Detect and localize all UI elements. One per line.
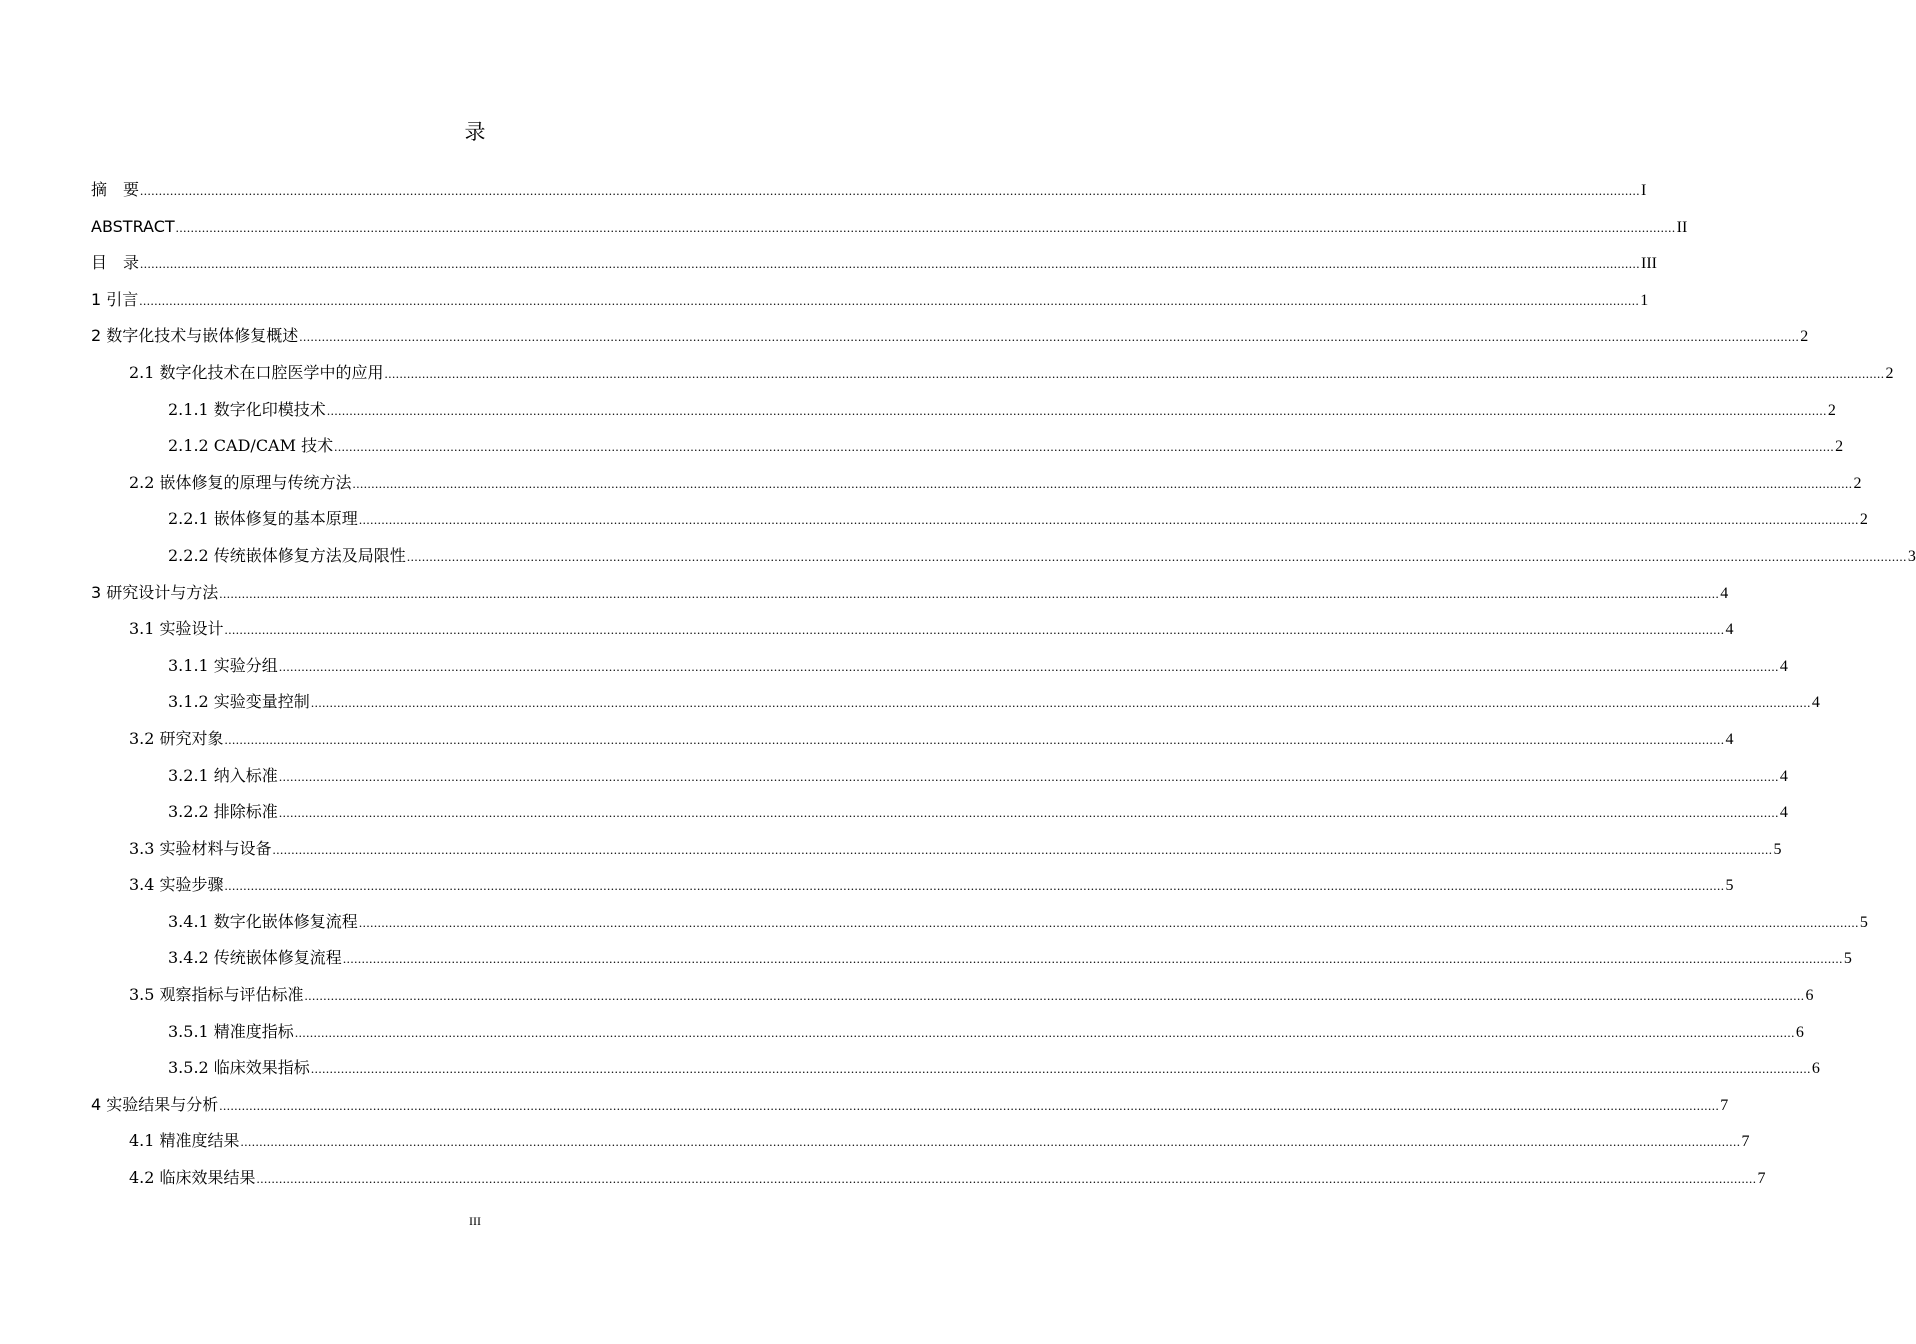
dot-leader: ................................................................................................................................................................................................................................................................................................................................................................................................................	[240, 1134, 1741, 1150]
dot-leader: ................................................................................................................................................................................................................................................................................................................................................................................................................	[175, 219, 1676, 235]
toc-entry-page: 2	[1835, 438, 1844, 456]
toc-entry[interactable]	[91, 428, 1844, 465]
toc-entry[interactable]	[91, 904, 1868, 941]
toc-entry-label: 3.3 实验材料与设备	[129, 838, 272, 858]
toc-entry-page: 1	[1640, 291, 1649, 309]
toc-entry-page: 2	[1800, 328, 1809, 346]
dot-leader: ................................................................................................................................................................................................................................................................................................................................................................................................................	[406, 548, 1907, 564]
toc-entry-page: 2	[1853, 474, 1862, 492]
toc-entry[interactable]	[91, 867, 1734, 904]
dot-leader: ................................................................................................................................................................................................................................................................................................................................................................................................................	[224, 878, 1725, 894]
toc-entry-page: 5	[1725, 877, 1734, 895]
dot-leader: ................................................................................................................................................................................................................................................................................................................................................................................................................	[358, 512, 1859, 528]
toc-entry-label: ABSTRACT	[91, 216, 175, 236]
dot-leader: ................................................................................................................................................................................................................................................................................................................................................................................................................	[358, 914, 1859, 930]
toc-entry-label: 3.5.2 临床效果指标	[168, 1058, 310, 1078]
page-number-footer: III	[469, 1214, 481, 1228]
toc-entry-page: 7	[1741, 1133, 1750, 1151]
toc-entry-page: 4	[1779, 804, 1788, 822]
toc-entry[interactable]	[91, 1014, 1804, 1051]
dot-leader: ................................................................................................................................................................................................................................................................................................................................................................................................................	[140, 183, 1641, 198]
toc-entry-page: 3	[1907, 547, 1916, 565]
toc-entry[interactable]	[91, 282, 1649, 319]
toc-entry-label: 3.4.1 数字化嵌体修复流程	[168, 911, 358, 931]
toc-entry[interactable]	[91, 794, 1788, 831]
toc-entry-page: 4	[1720, 584, 1729, 602]
toc-entry-label: 2.1.2 CAD/CAM 技术	[168, 436, 334, 456]
toc-entry-label: 3.4.2 传统嵌体修复流程	[168, 948, 342, 968]
toc-entry[interactable]	[91, 245, 1657, 282]
toc-entry-page: 7	[1720, 1096, 1729, 1114]
toc-entry[interactable]	[91, 575, 1729, 612]
toc-entry[interactable]	[91, 538, 1916, 575]
toc-entry[interactable]	[91, 721, 1734, 758]
toc-entry-label: 3 研究设计与方法	[91, 582, 219, 602]
toc-entry[interactable]	[91, 1087, 1729, 1124]
toc-entry[interactable]	[91, 831, 1782, 868]
toc-entry-page: 4	[1779, 767, 1788, 785]
toc-entry-page: 5	[1773, 840, 1782, 858]
toc-entry-label: 3.2.2 排除标准	[168, 802, 278, 822]
toc-entry-page: 6	[1795, 1023, 1804, 1041]
toc-entry-page: 2	[1859, 511, 1868, 529]
toc-entry-label: 3.5 观察指标与评估标准	[129, 985, 304, 1005]
toc-entry-page: 7	[1757, 1170, 1766, 1188]
toc-entry-label: 摘 要	[91, 180, 140, 199]
toc-entry-label: 2.2.2 传统嵌体修复方法及局限性	[168, 545, 406, 565]
toc-entry-label: 3.1 实验设计	[129, 619, 224, 639]
table-of-contents	[91, 172, 1916, 1197]
dot-leader: ................................................................................................................................................................................................................................................................................................................................................................................................................	[224, 622, 1725, 638]
toc-entry[interactable]	[91, 172, 1647, 209]
dot-leader: ................................................................................................................................................................................................................................................................................................................................................................................................................	[139, 292, 1640, 308]
toc-entry-page: 6	[1805, 987, 1814, 1005]
toc-entry-page: 4	[1725, 621, 1734, 639]
toc-entry-page: III	[1641, 255, 1657, 273]
toc-entry[interactable]	[91, 648, 1788, 685]
dot-leader: ................................................................................................................................................................................................................................................................................................................................................................................................................	[140, 256, 1641, 272]
dot-leader: ................................................................................................................................................................................................................................................................................................................................................................................................................	[384, 365, 1885, 381]
dot-leader: ................................................................................................................................................................................................................................................................................................................................................................................................................	[299, 329, 1800, 345]
toc-entry-label: 2.2 嵌体修复的原理与传统方法	[129, 472, 352, 492]
toc-entry-label: 2.1 数字化技术在口腔医学中的应用	[129, 362, 384, 382]
toc-entry[interactable]	[91, 977, 1814, 1014]
dot-leader: ................................................................................................................................................................................................................................................................................................................................................................................................................	[334, 439, 1835, 455]
toc-entry[interactable]	[91, 501, 1868, 538]
toc-entry-label: 1 引言	[91, 289, 139, 309]
dot-leader: ................................................................................................................................................................................................................................................................................................................................................................................................................	[310, 1061, 1811, 1077]
toc-entry-label: 3.1.2 实验变量控制	[168, 692, 310, 712]
toc-entry-page: 2	[1827, 401, 1836, 419]
toc-entry-page: 4	[1779, 657, 1788, 675]
dot-leader: ................................................................................................................................................................................................................................................................................................................................................................................................................	[326, 402, 1827, 418]
toc-entry[interactable]	[91, 1050, 1820, 1087]
dot-leader: ................................................................................................................................................................................................................................................................................................................................................................................................................	[219, 1097, 1720, 1113]
toc-entry[interactable]	[91, 465, 1862, 502]
toc-entry-page: 5	[1843, 950, 1852, 968]
toc-entry-label: 2 数字化技术与嵌体修复概述	[91, 326, 299, 346]
dot-leader: ................................................................................................................................................................................................................................................................................................................................................................................................................	[272, 841, 1773, 857]
page-title: 录	[464, 120, 486, 144]
toc-entry-page: 4	[1811, 694, 1820, 712]
toc-entry-page: 5	[1859, 913, 1868, 931]
toc-entry-page: I	[1641, 182, 1647, 199]
dot-leader: ................................................................................................................................................................................................................................................................................................................................................................................................................	[219, 585, 1720, 601]
toc-entry[interactable]	[91, 209, 1688, 246]
toc-entry-label: 2.1.1 数字化印模技术	[168, 399, 326, 419]
toc-entry[interactable]	[91, 684, 1820, 721]
toc-entry-page: 2	[1885, 364, 1894, 382]
toc-entry-page: 4	[1725, 730, 1734, 748]
toc-entry-label: 4.1 精准度结果	[129, 1131, 240, 1151]
dot-leader: ................................................................................................................................................................................................................................................................................................................................................................................................................	[352, 475, 1853, 491]
dot-leader: ................................................................................................................................................................................................................................................................................................................................................................................................................	[256, 1171, 1757, 1187]
dot-leader: ................................................................................................................................................................................................................................................................................................................................................................................................................	[304, 988, 1805, 1004]
toc-entry-page: 6	[1811, 1060, 1820, 1078]
toc-entry[interactable]	[91, 355, 1894, 392]
dot-leader: ................................................................................................................................................................................................................................................................................................................................................................................................................	[342, 951, 1843, 967]
toc-entry-label: 3.5.1 精准度指标	[168, 1021, 294, 1041]
toc-entry-label: 3.1.1 实验分组	[168, 655, 278, 675]
dot-leader: ................................................................................................................................................................................................................................................................................................................................................................................................................	[224, 731, 1725, 747]
toc-entry[interactable]	[91, 1160, 1766, 1197]
toc-entry[interactable]	[91, 1123, 1750, 1160]
toc-entry-label: 3.4 实验步骤	[129, 875, 224, 895]
toc-entry-page: II	[1676, 218, 1688, 236]
toc-entry[interactable]	[91, 758, 1788, 795]
toc-entry-label: 3.2.1 纳入标准	[168, 765, 278, 785]
dot-leader: ................................................................................................................................................................................................................................................................................................................................................................................................................	[294, 1024, 1795, 1040]
toc-entry[interactable]	[91, 940, 1852, 977]
toc-entry[interactable]	[91, 392, 1836, 429]
toc-entry-label: 2.2.1 嵌体修复的基本原理	[168, 509, 358, 529]
dot-leader: ................................................................................................................................................................................................................................................................................................................................................................................................................	[278, 805, 1779, 821]
toc-entry[interactable]	[91, 318, 1809, 355]
toc-entry-label: 目 录	[91, 253, 140, 273]
toc-entry-label: 4.2 临床效果结果	[129, 1168, 256, 1188]
toc-entry-label: 4 实验结果与分析	[91, 1094, 219, 1114]
dot-leader: ................................................................................................................................................................................................................................................................................................................................................................................................................	[278, 768, 1779, 784]
dot-leader: ................................................................................................................................................................................................................................................................................................................................................................................................................	[278, 658, 1779, 674]
toc-entry-label: 3.2 研究对象	[129, 728, 224, 748]
toc-entry[interactable]	[91, 611, 1734, 648]
dot-leader: ................................................................................................................................................................................................................................................................................................................................................................................................................	[310, 695, 1811, 711]
